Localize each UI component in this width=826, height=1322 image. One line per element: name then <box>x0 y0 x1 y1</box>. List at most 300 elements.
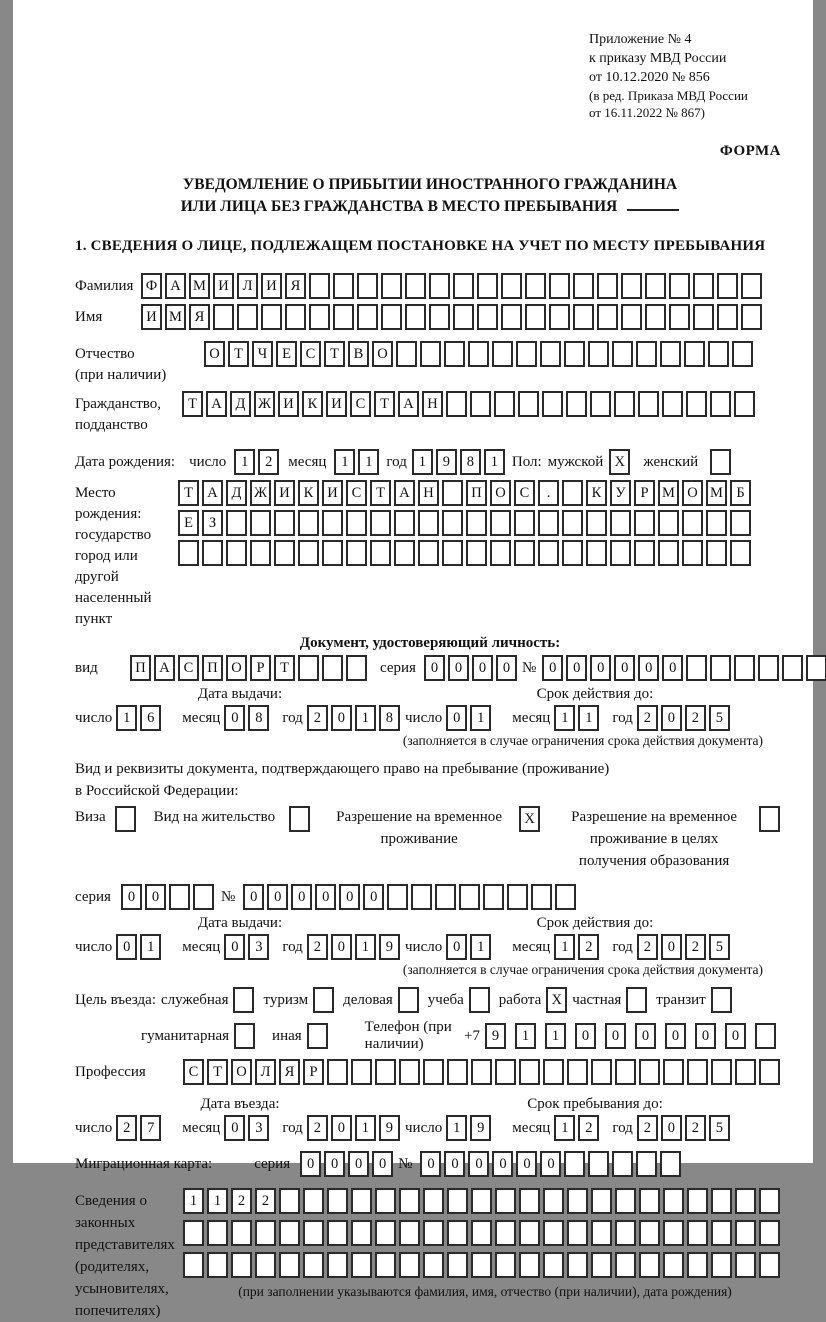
char-cell[interactable] <box>501 304 522 330</box>
char-cell[interactable]: 1 <box>358 449 379 475</box>
char-cell[interactable] <box>453 304 474 330</box>
char-cell[interactable]: 1 <box>355 934 376 960</box>
char-cell[interactable]: 1 <box>578 705 599 731</box>
char-cell[interactable] <box>399 1252 420 1278</box>
gender-male-checkbox[interactable]: X <box>609 449 630 475</box>
char-cell[interactable] <box>693 273 714 299</box>
char-cell[interactable]: 0 <box>145 884 166 910</box>
char-cell[interactable]: 0 <box>224 705 245 731</box>
char-cell[interactable]: Т <box>207 1059 228 1085</box>
char-cell[interactable]: И <box>326 391 347 417</box>
char-cell[interactable]: 0 <box>468 1151 489 1177</box>
char-cell[interactable]: О <box>682 480 703 506</box>
char-cell[interactable]: А <box>165 273 186 299</box>
char-cell[interactable] <box>399 1188 420 1214</box>
char-cell[interactable]: Т <box>178 480 199 506</box>
char-cell[interactable]: 0 <box>363 884 384 910</box>
visa-checkbox[interactable] <box>115 806 136 832</box>
char-cell[interactable] <box>442 480 463 506</box>
purpose-transit-checkbox[interactable] <box>711 987 732 1013</box>
char-cell[interactable]: 1 <box>355 1115 376 1141</box>
char-cell[interactable] <box>663 1220 684 1246</box>
char-cell[interactable] <box>735 1188 756 1214</box>
char-cell[interactable] <box>759 1220 780 1246</box>
char-cell[interactable] <box>782 655 803 681</box>
char-cell[interactable] <box>322 510 343 536</box>
char-cell[interactable]: 0 <box>243 884 264 910</box>
char-cell[interactable] <box>346 540 367 566</box>
char-cell[interactable]: Т <box>182 391 203 417</box>
char-cell[interactable] <box>639 1220 660 1246</box>
char-cell[interactable] <box>573 304 594 330</box>
char-cell[interactable] <box>429 273 450 299</box>
char-cell[interactable]: 9 <box>379 1115 400 1141</box>
char-cell[interactable]: П <box>466 480 487 506</box>
char-cell[interactable]: 3 <box>248 934 269 960</box>
char-cell[interactable]: 0 <box>661 705 682 731</box>
char-cell[interactable] <box>538 510 559 536</box>
char-cell[interactable] <box>638 391 659 417</box>
char-cell[interactable] <box>231 1252 252 1278</box>
char-cell[interactable] <box>636 341 657 367</box>
char-cell[interactable]: 2 <box>307 705 328 731</box>
char-cell[interactable] <box>495 1220 516 1246</box>
char-cell[interactable] <box>741 304 762 330</box>
char-cell[interactable]: А <box>202 480 223 506</box>
char-cell[interactable]: Л <box>237 273 258 299</box>
char-cell[interactable] <box>213 304 234 330</box>
char-cell[interactable] <box>226 510 247 536</box>
char-cell[interactable]: Ж <box>254 391 275 417</box>
char-cell[interactable] <box>285 304 306 330</box>
char-cell[interactable] <box>717 273 738 299</box>
char-cell[interactable] <box>658 540 679 566</box>
char-cell[interactable]: С <box>183 1059 204 1085</box>
char-cell[interactable] <box>538 540 559 566</box>
char-cell[interactable] <box>207 1252 228 1278</box>
char-cell[interactable]: 2 <box>685 934 706 960</box>
char-cell[interactable]: 1 <box>554 934 575 960</box>
char-cell[interactable] <box>423 1252 444 1278</box>
char-cell[interactable] <box>447 1059 468 1085</box>
char-cell[interactable] <box>612 341 633 367</box>
char-cell[interactable] <box>645 273 666 299</box>
char-cell[interactable] <box>279 1188 300 1214</box>
purpose-private-checkbox[interactable] <box>626 987 647 1013</box>
char-cell[interactable] <box>549 273 570 299</box>
char-cell[interactable] <box>477 273 498 299</box>
char-cell[interactable] <box>466 510 487 536</box>
char-cell[interactable]: 1 <box>446 1115 467 1141</box>
char-cell[interactable] <box>735 1252 756 1278</box>
char-cell[interactable]: 1 <box>234 449 255 475</box>
char-cell[interactable]: О <box>372 341 393 367</box>
char-cell[interactable] <box>706 510 727 536</box>
char-cell[interactable] <box>447 1188 468 1214</box>
char-cell[interactable] <box>567 1188 588 1214</box>
char-cell[interactable] <box>686 655 707 681</box>
char-cell[interactable] <box>255 1252 276 1278</box>
char-cell[interactable] <box>706 540 727 566</box>
char-cell[interactable] <box>759 1252 780 1278</box>
char-cell[interactable]: С <box>300 341 321 367</box>
char-cell[interactable] <box>399 1059 420 1085</box>
char-cell[interactable] <box>645 304 666 330</box>
char-cell[interactable]: Л <box>255 1059 276 1085</box>
char-cell[interactable] <box>735 1220 756 1246</box>
char-cell[interactable] <box>351 1220 372 1246</box>
char-cell[interactable]: 0 <box>662 655 683 681</box>
char-cell[interactable] <box>525 304 546 330</box>
char-cell[interactable] <box>279 1252 300 1278</box>
char-cell[interactable] <box>202 540 223 566</box>
char-cell[interactable] <box>423 1220 444 1246</box>
char-cell[interactable] <box>586 540 607 566</box>
char-cell[interactable]: 8 <box>248 705 269 731</box>
char-cell[interactable] <box>193 884 214 910</box>
char-cell[interactable]: 5 <box>709 1115 730 1141</box>
char-cell[interactable] <box>490 540 511 566</box>
char-cell[interactable] <box>597 273 618 299</box>
char-cell[interactable]: 0 <box>725 1023 746 1049</box>
char-cell[interactable] <box>542 391 563 417</box>
char-cell[interactable]: 0 <box>540 1151 561 1177</box>
char-cell[interactable]: Р <box>303 1059 324 1085</box>
char-cell[interactable] <box>614 391 635 417</box>
char-cell[interactable]: Н <box>422 391 443 417</box>
char-cell[interactable] <box>466 540 487 566</box>
char-cell[interactable] <box>274 540 295 566</box>
char-cell[interactable] <box>573 273 594 299</box>
char-cell[interactable] <box>735 1059 756 1085</box>
char-cell[interactable]: 0 <box>665 1023 686 1049</box>
char-cell[interactable] <box>621 304 642 330</box>
char-cell[interactable]: О <box>490 480 511 506</box>
char-cell[interactable] <box>298 510 319 536</box>
char-cell[interactable]: 0 <box>331 1115 352 1141</box>
char-cell[interactable]: 0 <box>448 655 469 681</box>
char-cell[interactable]: 0 <box>331 934 352 960</box>
char-cell[interactable]: Е <box>178 510 199 536</box>
char-cell[interactable] <box>525 273 546 299</box>
char-cell[interactable]: С <box>346 480 367 506</box>
char-cell[interactable]: 0 <box>542 655 563 681</box>
char-cell[interactable] <box>658 510 679 536</box>
char-cell[interactable]: 0 <box>224 934 245 960</box>
char-cell[interactable] <box>298 540 319 566</box>
char-cell[interactable] <box>370 510 391 536</box>
char-cell[interactable]: 0 <box>372 1151 393 1177</box>
char-cell[interactable] <box>639 1188 660 1214</box>
char-cell[interactable]: С <box>350 391 371 417</box>
char-cell[interactable] <box>567 1220 588 1246</box>
char-cell[interactable]: А <box>394 480 415 506</box>
char-cell[interactable] <box>495 1188 516 1214</box>
char-cell[interactable] <box>567 1252 588 1278</box>
char-cell[interactable] <box>591 1220 612 1246</box>
char-cell[interactable] <box>169 884 190 910</box>
char-cell[interactable] <box>231 1220 252 1246</box>
char-cell[interactable] <box>615 1188 636 1214</box>
char-cell[interactable]: 1 <box>554 705 575 731</box>
char-cell[interactable] <box>501 273 522 299</box>
char-cell[interactable]: И <box>322 480 343 506</box>
char-cell[interactable]: 3 <box>248 1115 269 1141</box>
char-cell[interactable]: У <box>610 480 631 506</box>
char-cell[interactable] <box>562 510 583 536</box>
char-cell[interactable] <box>687 1188 708 1214</box>
char-cell[interactable] <box>708 341 729 367</box>
char-cell[interactable] <box>411 884 432 910</box>
char-cell[interactable] <box>615 1252 636 1278</box>
char-cell[interactable]: С <box>178 655 199 681</box>
char-cell[interactable]: И <box>213 273 234 299</box>
char-cell[interactable] <box>687 1059 708 1085</box>
char-cell[interactable]: 1 <box>334 449 355 475</box>
char-cell[interactable]: 9 <box>485 1023 506 1049</box>
char-cell[interactable]: 1 <box>140 934 161 960</box>
char-cell[interactable] <box>322 655 343 681</box>
char-cell[interactable] <box>250 540 271 566</box>
char-cell[interactable]: 0 <box>516 1151 537 1177</box>
char-cell[interactable] <box>405 273 426 299</box>
char-cell[interactable] <box>394 510 415 536</box>
char-cell[interactable] <box>634 540 655 566</box>
char-cell[interactable] <box>669 304 690 330</box>
char-cell[interactable]: 0 <box>446 705 467 731</box>
char-cell[interactable]: В <box>348 341 369 367</box>
char-cell[interactable]: 2 <box>231 1188 252 1214</box>
char-cell[interactable] <box>519 1252 540 1278</box>
char-cell[interactable] <box>562 540 583 566</box>
char-cell[interactable]: И <box>278 391 299 417</box>
char-cell[interactable] <box>370 540 391 566</box>
char-cell[interactable]: 0 <box>638 655 659 681</box>
char-cell[interactable]: И <box>141 304 162 330</box>
char-cell[interactable]: 0 <box>661 934 682 960</box>
char-cell[interactable] <box>519 1220 540 1246</box>
char-cell[interactable] <box>207 1220 228 1246</box>
char-cell[interactable] <box>684 341 705 367</box>
char-cell[interactable] <box>507 884 528 910</box>
char-cell[interactable] <box>459 884 480 910</box>
char-cell[interactable] <box>298 655 319 681</box>
char-cell[interactable] <box>442 510 463 536</box>
char-cell[interactable]: 2 <box>116 1115 137 1141</box>
char-cell[interactable] <box>447 1220 468 1246</box>
char-cell[interactable]: Н <box>418 480 439 506</box>
char-cell[interactable]: Р <box>250 655 271 681</box>
char-cell[interactable] <box>418 540 439 566</box>
char-cell[interactable] <box>423 1188 444 1214</box>
char-cell[interactable]: . <box>538 480 559 506</box>
char-cell[interactable]: М <box>706 480 727 506</box>
char-cell[interactable] <box>663 1059 684 1085</box>
char-cell[interactable] <box>591 1252 612 1278</box>
char-cell[interactable] <box>669 273 690 299</box>
char-cell[interactable] <box>274 510 295 536</box>
char-cell[interactable] <box>758 655 779 681</box>
char-cell[interactable]: 1 <box>554 1115 575 1141</box>
char-cell[interactable] <box>711 1252 732 1278</box>
char-cell[interactable] <box>178 540 199 566</box>
char-cell[interactable] <box>495 1252 516 1278</box>
char-cell[interactable] <box>586 510 607 536</box>
char-cell[interactable]: 5 <box>709 705 730 731</box>
char-cell[interactable] <box>375 1188 396 1214</box>
char-cell[interactable] <box>588 1151 609 1177</box>
char-cell[interactable]: 0 <box>575 1023 596 1049</box>
char-cell[interactable] <box>730 510 751 536</box>
char-cell[interactable] <box>543 1059 564 1085</box>
char-cell[interactable] <box>531 884 552 910</box>
char-cell[interactable]: 1 <box>355 705 376 731</box>
char-cell[interactable] <box>327 1252 348 1278</box>
purpose-work-checkbox[interactable]: X <box>546 987 567 1013</box>
char-cell[interactable] <box>660 341 681 367</box>
char-cell[interactable]: 0 <box>331 705 352 731</box>
char-cell[interactable]: П <box>202 655 223 681</box>
char-cell[interactable] <box>711 1059 732 1085</box>
char-cell[interactable] <box>327 1220 348 1246</box>
char-cell[interactable] <box>755 1023 776 1049</box>
char-cell[interactable] <box>687 1252 708 1278</box>
char-cell[interactable] <box>682 540 703 566</box>
char-cell[interactable] <box>492 341 513 367</box>
char-cell[interactable]: Т <box>324 341 345 367</box>
char-cell[interactable] <box>634 510 655 536</box>
char-cell[interactable]: 2 <box>258 449 279 475</box>
char-cell[interactable] <box>327 1188 348 1214</box>
char-cell[interactable]: И <box>274 480 295 506</box>
char-cell[interactable] <box>333 273 354 299</box>
char-cell[interactable] <box>381 304 402 330</box>
char-cell[interactable] <box>470 391 491 417</box>
purpose-humanitarian-checkbox[interactable] <box>234 1023 255 1049</box>
char-cell[interactable] <box>711 1188 732 1214</box>
purpose-official-checkbox[interactable] <box>233 987 254 1013</box>
char-cell[interactable] <box>490 510 511 536</box>
char-cell[interactable] <box>446 391 467 417</box>
char-cell[interactable] <box>734 655 755 681</box>
char-cell[interactable]: 0 <box>339 884 360 910</box>
char-cell[interactable]: Т <box>370 480 391 506</box>
char-cell[interactable] <box>471 1252 492 1278</box>
char-cell[interactable] <box>483 884 504 910</box>
char-cell[interactable]: 0 <box>420 1151 441 1177</box>
char-cell[interactable] <box>468 341 489 367</box>
char-cell[interactable] <box>591 1188 612 1214</box>
char-cell[interactable] <box>588 341 609 367</box>
char-cell[interactable] <box>322 540 343 566</box>
char-cell[interactable] <box>540 341 561 367</box>
char-cell[interactable] <box>741 273 762 299</box>
char-cell[interactable] <box>351 1188 372 1214</box>
char-cell[interactable] <box>566 391 587 417</box>
char-cell[interactable] <box>519 1059 540 1085</box>
char-cell[interactable] <box>351 1059 372 1085</box>
char-cell[interactable]: 0 <box>424 655 445 681</box>
char-cell[interactable]: 0 <box>492 1151 513 1177</box>
char-cell[interactable] <box>621 273 642 299</box>
char-cell[interactable] <box>639 1059 660 1085</box>
char-cell[interactable] <box>435 884 456 910</box>
char-cell[interactable]: 0 <box>300 1151 321 1177</box>
char-cell[interactable]: 2 <box>685 1115 706 1141</box>
char-cell[interactable] <box>237 304 258 330</box>
char-cell[interactable] <box>519 1188 540 1214</box>
char-cell[interactable] <box>518 391 539 417</box>
char-cell[interactable]: 1 <box>515 1023 536 1049</box>
char-cell[interactable] <box>663 1252 684 1278</box>
char-cell[interactable]: Я <box>189 304 210 330</box>
char-cell[interactable]: С <box>514 480 535 506</box>
char-cell[interactable] <box>514 510 535 536</box>
char-cell[interactable]: 1 <box>470 934 491 960</box>
char-cell[interactable]: 0 <box>116 934 137 960</box>
char-cell[interactable]: Р <box>634 480 655 506</box>
char-cell[interactable]: Ф <box>141 273 162 299</box>
char-cell[interactable] <box>543 1220 564 1246</box>
char-cell[interactable] <box>399 1220 420 1246</box>
char-cell[interactable] <box>615 1220 636 1246</box>
gender-female-checkbox[interactable] <box>710 449 731 475</box>
char-cell[interactable]: 2 <box>578 934 599 960</box>
char-cell[interactable] <box>562 480 583 506</box>
char-cell[interactable]: Т <box>228 341 249 367</box>
char-cell[interactable] <box>759 1059 780 1085</box>
purpose-study-checkbox[interactable] <box>469 987 490 1013</box>
char-cell[interactable] <box>303 1188 324 1214</box>
char-cell[interactable]: 2 <box>685 705 706 731</box>
purpose-other-checkbox[interactable] <box>307 1023 328 1049</box>
char-cell[interactable] <box>759 1188 780 1214</box>
char-cell[interactable] <box>710 655 731 681</box>
char-cell[interactable] <box>226 540 247 566</box>
char-cell[interactable]: 8 <box>460 449 481 475</box>
char-cell[interactable]: Ч <box>252 341 273 367</box>
char-cell[interactable]: И <box>261 273 282 299</box>
char-cell[interactable]: 1 <box>207 1188 228 1214</box>
char-cell[interactable] <box>471 1220 492 1246</box>
char-cell[interactable]: 5 <box>709 934 730 960</box>
char-cell[interactable]: 1 <box>183 1188 204 1214</box>
char-cell[interactable] <box>686 391 707 417</box>
char-cell[interactable]: 2 <box>578 1115 599 1141</box>
char-cell[interactable]: К <box>298 480 319 506</box>
char-cell[interactable]: З <box>202 510 223 536</box>
purpose-tourism-checkbox[interactable] <box>313 987 334 1013</box>
char-cell[interactable]: 0 <box>348 1151 369 1177</box>
char-cell[interactable]: 9 <box>470 1115 491 1141</box>
char-cell[interactable]: О <box>204 341 225 367</box>
char-cell[interactable]: 0 <box>121 884 142 910</box>
char-cell[interactable]: 2 <box>637 705 658 731</box>
char-cell[interactable] <box>279 1220 300 1246</box>
char-cell[interactable]: 2 <box>637 934 658 960</box>
char-cell[interactable]: А <box>206 391 227 417</box>
char-cell[interactable] <box>734 391 755 417</box>
char-cell[interactable]: 1 <box>545 1023 566 1049</box>
char-cell[interactable] <box>564 1151 585 1177</box>
char-cell[interactable]: П <box>130 655 151 681</box>
purpose-business-checkbox[interactable] <box>398 987 419 1013</box>
char-cell[interactable] <box>394 540 415 566</box>
char-cell[interactable] <box>549 304 570 330</box>
char-cell[interactable]: 1 <box>412 449 433 475</box>
char-cell[interactable]: 1 <box>484 449 505 475</box>
char-cell[interactable] <box>636 1151 657 1177</box>
